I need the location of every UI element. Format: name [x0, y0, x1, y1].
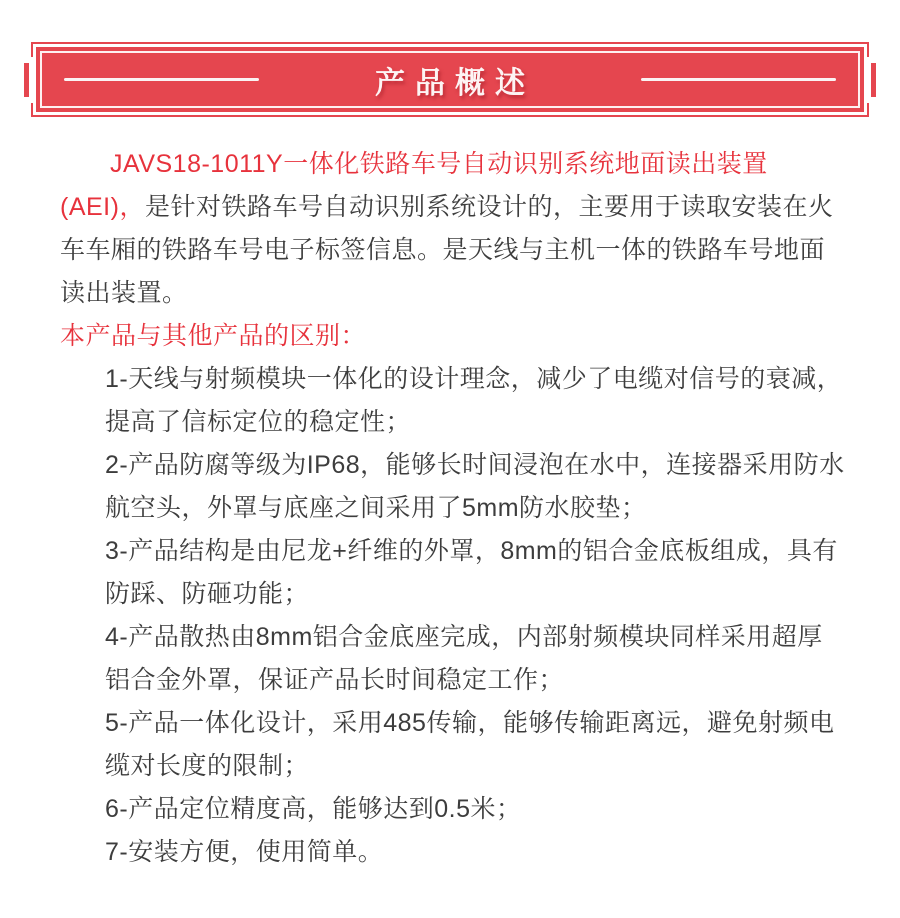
product-overview-page [0, 42, 900, 918]
feature-item-3: 3-产品结构是由尼龙+纤维的外罩，8mm的铝合金底板组成，具有防踩、防砸功能； [105, 537, 838, 608]
differences-subheading: 本产品与其他产品的区别： [60, 322, 367, 350]
banner [36, 47, 864, 112]
intro-paragraph [60, 143, 845, 315]
feature-item-7: 7-安装方便，使用简单。 [105, 838, 384, 866]
feature-list [60, 358, 845, 874]
page-title: 产品概述 [375, 66, 535, 100]
right-dash-ornament [871, 63, 876, 97]
intro-body-text: 是针对铁路车号自动识别系统设计的，主要用于读取安装在火车车厢的铁路车号电子标签信息。是天线与主机一体的铁路车号地面读出装置。 [60, 193, 834, 307]
feature-item-1: 1-天线与射频模块一体化的设计理念，减少了电缆对信号的衰减，提高了信标定位的稳定性； [105, 365, 843, 436]
right-border-gap [866, 57, 870, 103]
section-header [31, 42, 869, 117]
feature-item-4: 4-产品散热由8mm铝合金底座完成，内部射频模块同样采用超厚铝合金外罩，保证产品长时间稳定工作； [105, 623, 823, 694]
content [0, 143, 900, 874]
left-decor-line [64, 78, 259, 81]
page [0, 42, 900, 918]
left-dash-ornament [24, 63, 29, 97]
feature-item-6: 6-产品定位精度高，能够达到0.5米； [105, 795, 522, 823]
banner-frame [31, 42, 869, 117]
feature-item-5: 5-产品一体化设计，采用485传输，能够传输距离远，避免射频电缆对长度的限制； [105, 709, 835, 780]
right-decor-line [641, 78, 836, 81]
banner-title-row [36, 47, 864, 112]
left-border-gap [30, 57, 34, 103]
product-name-highlight: JAVS18-1011Y一体化铁路车号自动识别系统地面读出装置(AEI)， [60, 150, 768, 221]
feature-item-2: 2-产品防腐等级为IP68，能够长时间浸泡在水中，连接器采用防水航空头，外罩与底座之间采用了5mm防水胶垫； [105, 451, 845, 522]
